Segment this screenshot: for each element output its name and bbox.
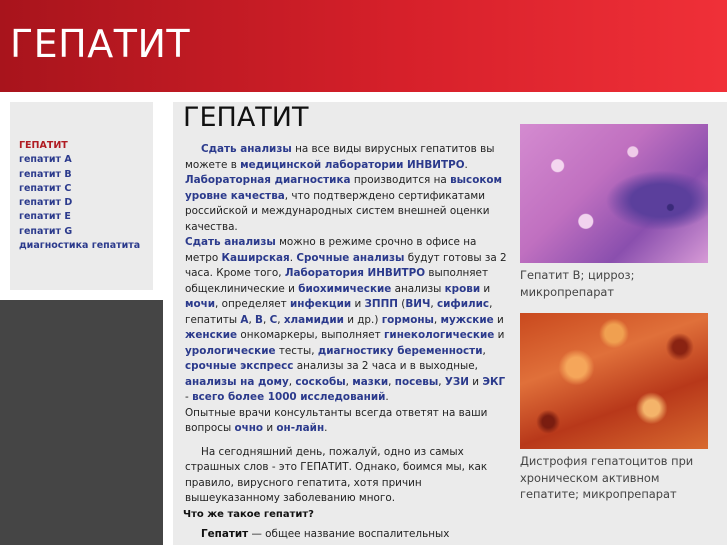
link-submit-tests-2[interactable]: Сдать анализы bbox=[185, 236, 276, 248]
link-gynecological[interactable]: гинекологические bbox=[383, 329, 495, 341]
link-female[interactable]: женские bbox=[185, 329, 238, 341]
link-urological[interactable]: урологические bbox=[185, 344, 276, 357]
link-hiv[interactable]: ВИЧ bbox=[405, 298, 431, 310]
link-ultrasound[interactable]: УЗИ bbox=[444, 375, 469, 388]
photo-caption-2: Дистрофия гепатоцитов при хроническом активном гепатите; микропрепарат bbox=[520, 454, 694, 501]
sidebar-item-hepatitis[interactable]: ГЕПАТИТ bbox=[19, 140, 68, 151]
site-header bbox=[0, 0, 727, 92]
sidebar-nav bbox=[19, 139, 140, 253]
link-urine[interactable]: мочи bbox=[185, 298, 216, 310]
link-medical-lab[interactable]: медицинской лаборатории ИНВИТРО bbox=[240, 158, 465, 171]
sidebar-item-hepatitis-c[interactable]: гепатит C bbox=[19, 182, 72, 194]
link-hepatitis-c[interactable]: С bbox=[269, 313, 278, 326]
link-cultures[interactable]: посевы bbox=[394, 375, 439, 388]
intro-paragraph: Сдать анализы на все виды вирусных гепатитов вы можете в медицинской лаборатории ИНВИТРО. Лабораторная диагностика производится на высоком уровне качества, что подтверждено сертификатами российской и международных систем внешней оценки качества. bbox=[185, 143, 503, 233]
link-in-person[interactable]: очно bbox=[234, 422, 264, 434]
link-smears[interactable]: мазки bbox=[352, 375, 389, 388]
photo-caption-1: Гепатит B; цирроз; микропрепарат bbox=[520, 268, 635, 299]
question-heading: Что же такое гепатит? bbox=[183, 509, 314, 520]
link-hormones[interactable]: гормоны bbox=[381, 313, 434, 326]
link-online[interactable]: он-лайн bbox=[276, 422, 325, 434]
page-title: ГЕПАТИТ bbox=[183, 102, 309, 133]
article-text bbox=[185, 142, 510, 507]
link-scrapings[interactable]: соскобы bbox=[295, 375, 346, 388]
link-hepatitis-b[interactable]: В bbox=[255, 313, 263, 326]
link-pregnancy[interactable]: диагностику беременности bbox=[317, 344, 483, 357]
link-home-tests[interactable]: анализы на дому bbox=[185, 375, 289, 388]
link-1000-tests[interactable]: всего более 1000 исследований bbox=[192, 391, 386, 403]
link-stis[interactable]: ЗППП bbox=[364, 298, 398, 310]
link-biochemical[interactable]: биохимические bbox=[298, 282, 392, 295]
link-hepatitis-a[interactable]: А bbox=[240, 313, 249, 326]
definition-line: Гепатит — общее название воспалительных bbox=[201, 528, 450, 540]
sidebar-item-hepatitis-d[interactable]: гепатит D bbox=[19, 197, 73, 209]
micrograph-dystrophy-image bbox=[520, 313, 708, 449]
micrograph-cirrhosis-image bbox=[520, 124, 708, 263]
definition-term: Гепатит bbox=[201, 528, 249, 540]
sidebar-item-hepatitis-g[interactable]: гепатит G bbox=[19, 225, 73, 237]
link-kashirskaya[interactable]: Каширская bbox=[221, 251, 290, 264]
site-title: ГЕПАТИТ bbox=[10, 22, 191, 66]
services-paragraph: Сдать анализы можно в режиме срочно в офисе на метро Каширская. Срочные анализы будут готовы за 2 часа. Кроме того, Лаборатория ИНВИТРО выполняет общеклинические и биохимические анализы крови и мочи, определяет инфекции и ЗППП (ВИЧ, сифилис, гепатиты А, В, С, хламидии и др.) гормоны, мужские и женские онкомаркеры, выполняет гинекологические и урологические тесты, диагностику беременности, срочные экспресс анализы за 2 часа и в выходные, анализы на дому, соскобы, мазки, посевы, УЗИ и ЭКГ - всего более 1000 исследований. bbox=[185, 236, 507, 403]
link-chlamydia[interactable]: хламидии bbox=[283, 313, 344, 326]
sidebar-item-diagnostics[interactable]: диагностика гепатита bbox=[19, 240, 141, 252]
link-blood[interactable]: крови bbox=[444, 282, 481, 295]
link-high-quality[interactable]: высоком уровне качества bbox=[185, 174, 503, 202]
link-ecg[interactable]: ЭКГ bbox=[482, 375, 506, 388]
consultants-paragraph: Опытные врачи консультанты всегда ответят на ваши вопросы очно и он-лайн. bbox=[185, 406, 488, 434]
link-invitro-lab[interactable]: Лаборатория ИНВИТРО bbox=[284, 267, 426, 279]
link-submit-tests[interactable]: Сдать анализы bbox=[201, 143, 292, 155]
link-syphilis[interactable]: сифилис bbox=[436, 298, 490, 310]
link-urgent-tests[interactable]: Срочные анализы bbox=[296, 251, 405, 264]
link-male[interactable]: мужские bbox=[440, 313, 494, 326]
sidebar-item-hepatitis-e[interactable]: гепатит E bbox=[19, 211, 71, 223]
link-infections[interactable]: инфекции bbox=[290, 298, 352, 310]
sidebar-item-hepatitis-b[interactable]: гепатит B bbox=[19, 168, 72, 180]
link-lab-diagnostics[interactable]: Лабораторная диагностика bbox=[185, 174, 351, 186]
sidebar-item-hepatitis-a[interactable]: гепатит A bbox=[19, 154, 72, 166]
hepatitis-intro-paragraph: На сегодняшний день, пожалуй, одно из самых страшных слов - это ГЕПАТИТ. Однако, боимся мы, как правило, вирусного гепатита, хотя причин вышеуказанному заболеванию много. bbox=[185, 445, 488, 504]
sidebar-dark-area bbox=[0, 300, 163, 545]
link-express[interactable]: срочные экспресс bbox=[185, 360, 294, 372]
